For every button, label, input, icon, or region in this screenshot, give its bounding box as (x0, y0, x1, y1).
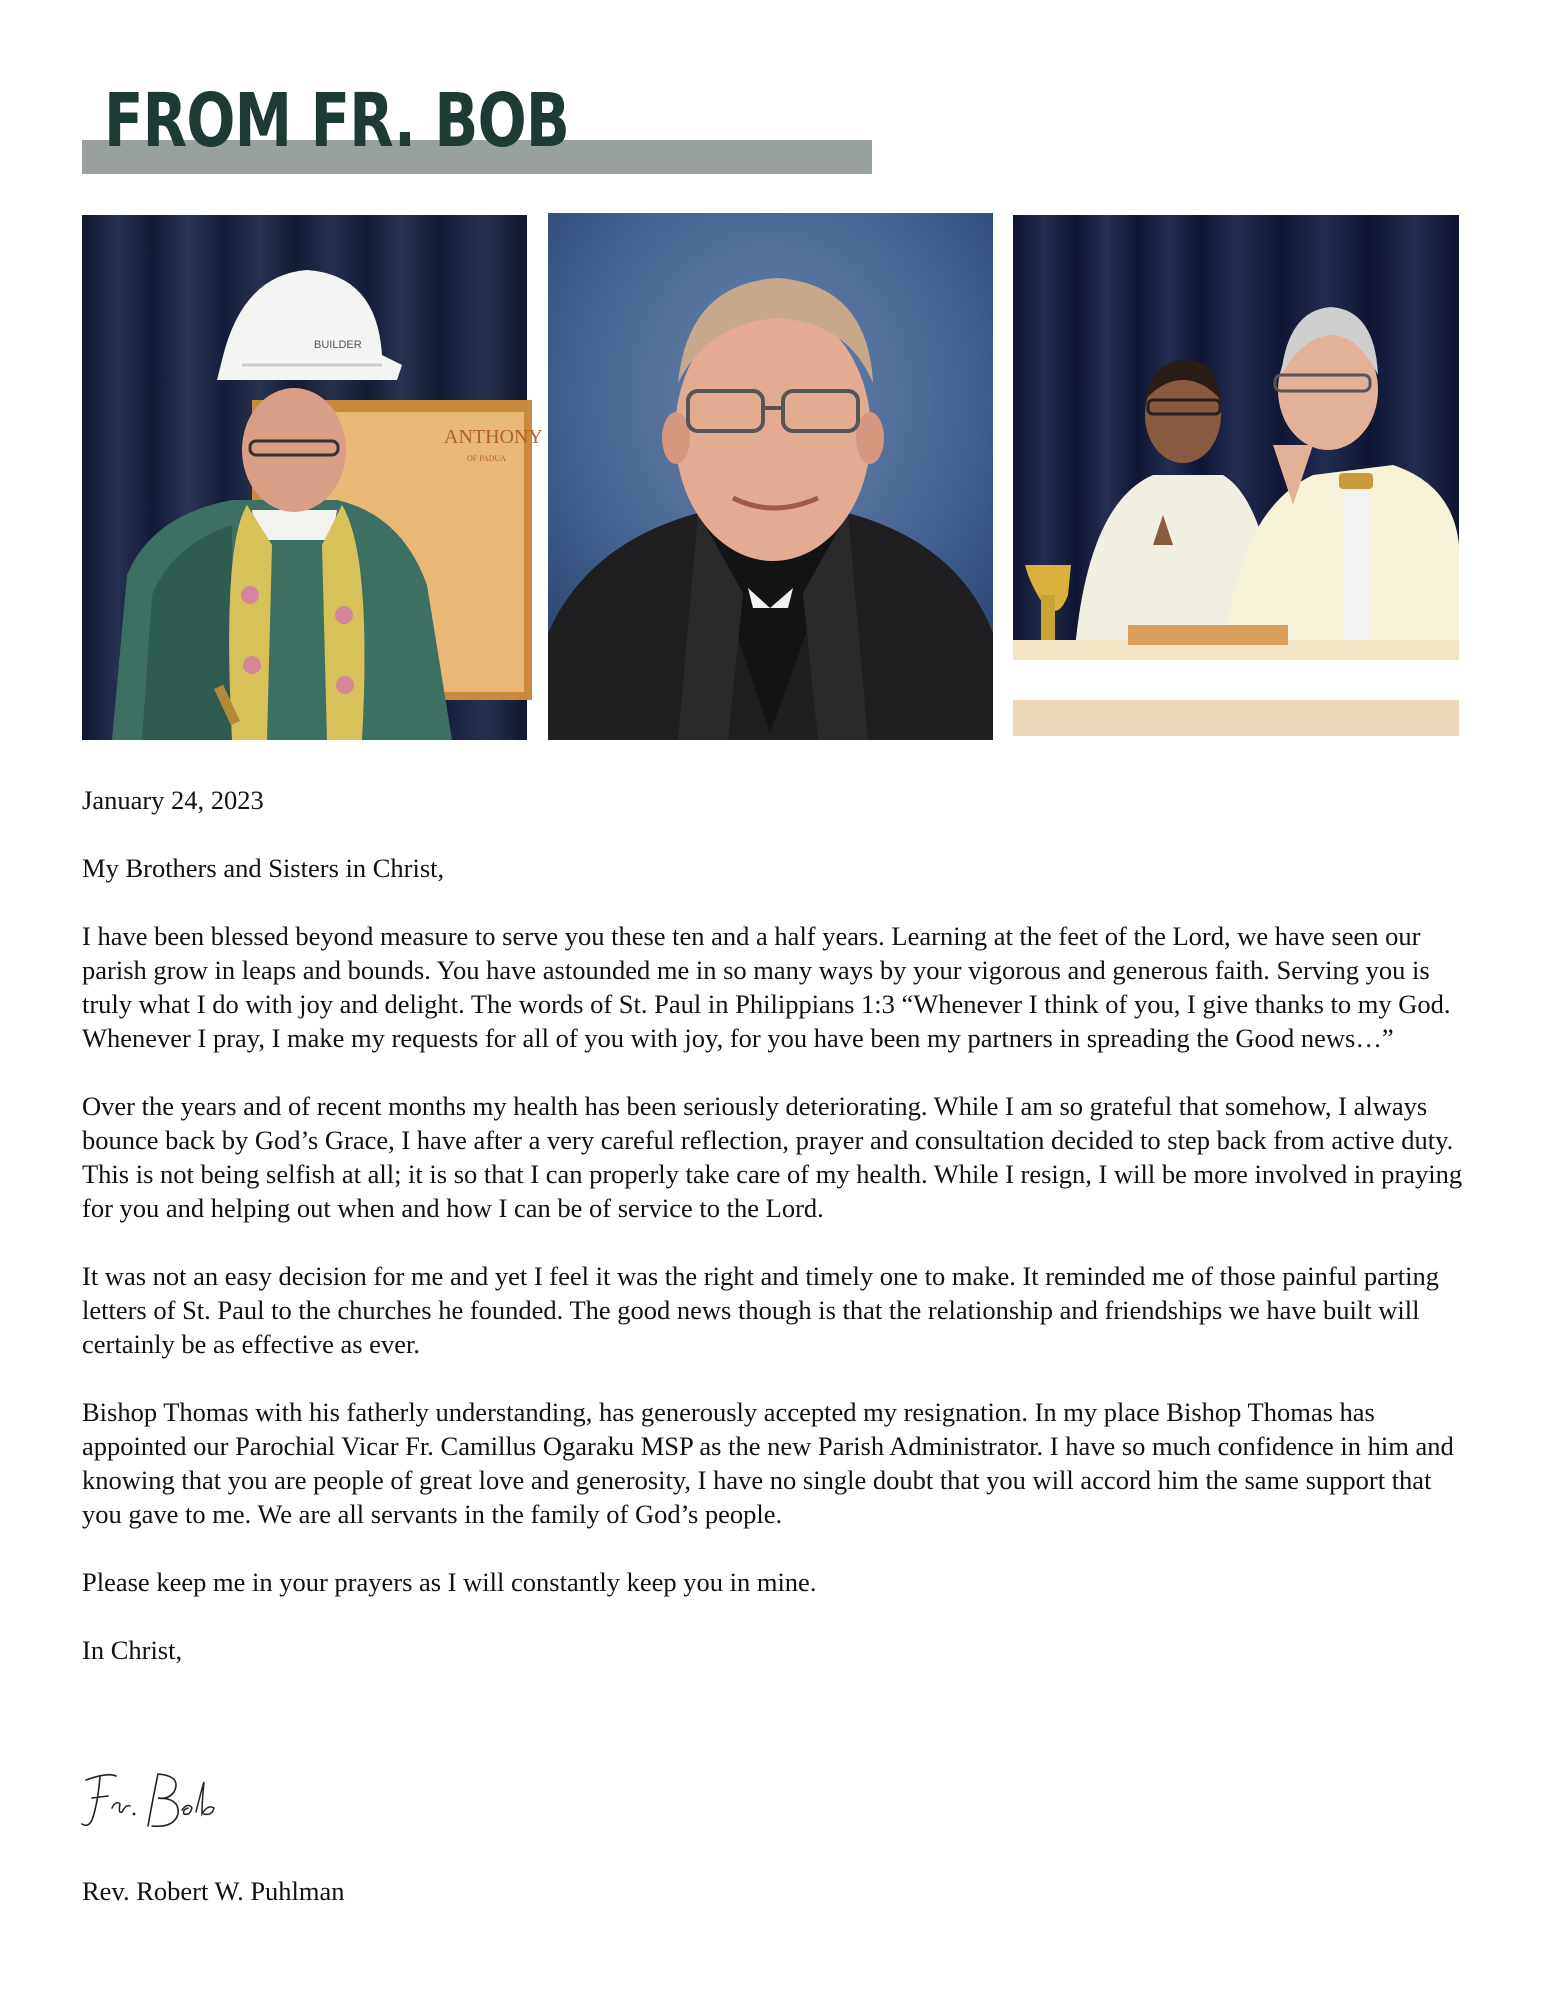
photo-fr-bob-portrait (548, 213, 993, 740)
handwritten-signature (78, 1768, 238, 1836)
letter-paragraph: It was not an easy decision for me and yet I feel it was the right and timely one to make. It reminded me of those painful parting letters of St. Paul to the churches he founded. The good news though is that the relationship and friendships we have built will certainly be as effective as ever. (82, 1261, 1439, 1359)
page-title: FROM FR. BOB (104, 78, 570, 164)
letter-salutation: My Brothers and Sisters in Christ, (82, 853, 445, 883)
page-header (82, 78, 872, 184)
signature-name: Rev. Robert W. Puhlman (82, 1876, 345, 1906)
letter-closing: In Christ, (82, 1635, 183, 1665)
letter-paragraph: Bishop Thomas with his fatherly understanding, has generously accepted my resignation. In my place Bishop Thomas has appointed our Parochial Vicar Fr. Camillus Ogaraku MSP as the new Parish Administrator. I have so much confidence in him and knowing that you are people of great love and generosity, I have no single doubt that you will accord him the same support that you gave to me. We are all servants in the family of God’s people. (82, 1397, 1454, 1529)
letter-paragraph: Over the years and of recent months my health has been seriously deteriorating. While I am so grateful that somehow, I always bounce back by God’s Grace, I have after a very careful reflection, prayer and consultation decided to step back from active duty. This is not being selfish at all; it is so that I can properly take care of my health. While I resign, I will be more involved in praying for you and helping out when and how I can be of service to the Lord. (82, 1091, 1463, 1223)
svg-text:OF PADUA: OF PADUA (467, 454, 507, 463)
photo-fr-bob-hard-hat (82, 215, 543, 740)
letter-paragraph: Please keep me in your prayers as I will constantly keep you in mine. (82, 1567, 817, 1597)
letter-paragraph: I have been blessed beyond measure to serve you these ten and a half years. Learning at the feet of the Lord, we have seen our parish grow in leaps and bounds. You have astounded me in so many ways by your vigorous and generous faith. Serving you is truly what I do with joy and delight. The words of St. Paul in Philippians 1:3 “Whenever I think of you, I give thanks to my God. Whenever I pray, I make my requests for all of you with joy, for you have been my partners in spreading the Good news…” (82, 921, 1451, 1053)
letter-body (82, 783, 1472, 1667)
svg-text:ANTHONY: ANTHONY (444, 426, 543, 448)
svg-text:BUILDER: BUILDER (314, 339, 362, 351)
letter-date: January 24, 2023 (82, 785, 264, 815)
photo-fr-bob-altar (1013, 215, 1459, 736)
